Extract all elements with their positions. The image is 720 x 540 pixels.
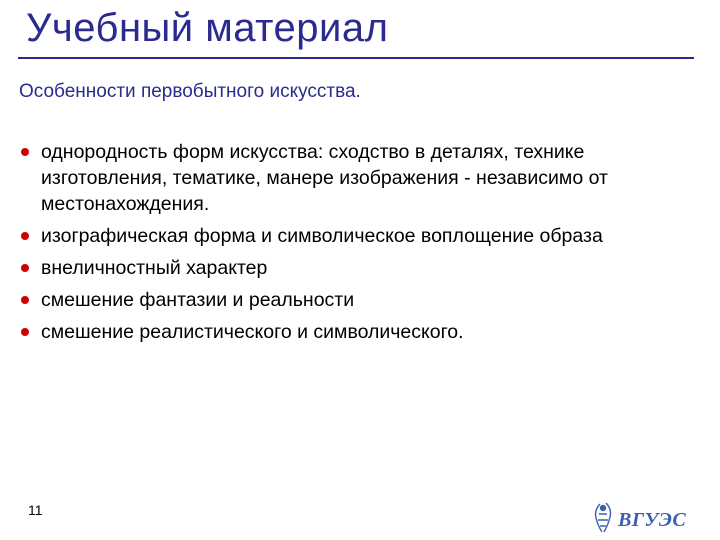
bullet-dot-icon [21,148,29,156]
bullet-text: смешение реалистического и символического. [41,321,464,343]
slide-subtitle: Особенности первобытного искусства. [19,81,361,102]
bullet-item [20,319,680,345]
slide-title: Учебный материал [26,6,389,50]
logo-lettering: ВГУЭС [618,509,687,531]
bullet-item [20,223,680,249]
bullet-dot-icon [21,264,29,272]
university-logo-icon [588,500,698,536]
bullet-dot-icon [21,296,29,304]
bullet-text: однородность форм искусства: сходство в деталях, технике изготовления, тематике, манере изображения - независимо от местонахождения. [41,141,608,215]
bullet-text: внеличностный характер [41,257,268,279]
title-divider [18,57,694,59]
bullet-item [20,287,680,313]
bullet-text: изографическая форма и символическое воплощение образа [41,225,603,247]
bullet-dot-icon [21,232,29,240]
bullet-text: смешение фантазии и реальности [41,289,355,311]
bullet-item [20,255,680,281]
logo-emblem [596,503,611,532]
bullet-item [20,139,680,217]
page-number: 11 [28,502,43,518]
bullet-list [20,139,680,351]
bullet-dot-icon [21,328,29,336]
